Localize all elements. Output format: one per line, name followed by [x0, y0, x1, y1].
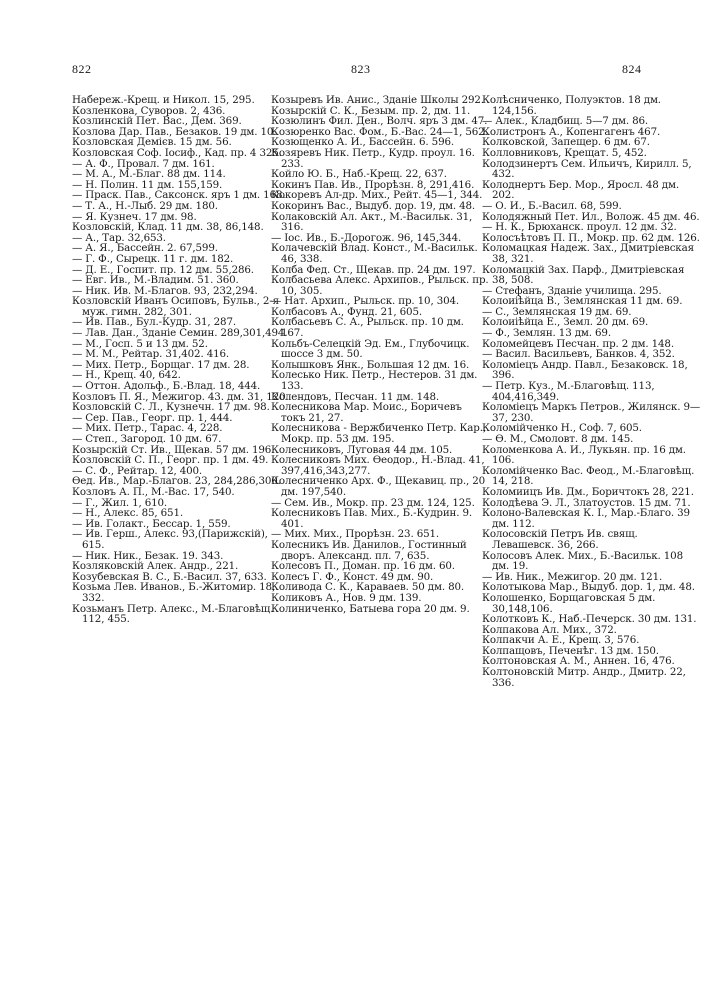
directory-entry: Коломійченко Н., Соф. 7, 605.	[482, 422, 642, 435]
directory-entry: Коломейцевъ Песчан. пр. 2 дм. 148.	[482, 337, 674, 350]
directory-entry: — Н., Крещ. 40, 642.	[72, 369, 181, 382]
directory-entry: Колбасьева Алекс. Архипов., Рыльск. пр. 10, 305.	[271, 274, 489, 297]
directory-entry: Козющенко А. И., Бассейн. 6. 596.	[271, 136, 455, 149]
directory-entry: Колтоновская А. М., Аннен. 16, 476.	[482, 655, 675, 668]
directory-entry: Колба Фед. Ст., Щекав. пр. 24 дм. 197.	[271, 263, 476, 276]
directory-entry: — Ив. Голакт., Бессар. 1, 559.	[72, 517, 231, 530]
directory-entry: — С. Ф., Рейтар. 12, 400.	[72, 464, 203, 477]
directory-entry: Коломиицъ Ив. Дм., Боричтокъ 28, 221.	[482, 485, 694, 498]
directory-entry: — Мих. Петр., Борщаг. 17 дм. 28.	[72, 358, 250, 371]
directory-entry: — Оттон. Адольф., Б.-Влад. 18, 444.	[72, 380, 261, 393]
directory-entry: Өед. Ив., Мар.-Благов. 23, 284,286,300.	[72, 475, 281, 488]
directory-entry: Колодзинертъ Сем. Ильичъ, Кирилл. 5, 432.	[482, 157, 692, 181]
directory-column-3	[482, 95, 700, 688]
directory-entry: — М., Госп. 5 и 13 дм. 52.	[72, 337, 208, 350]
directory-entry: Колендовъ, Песчан. 11 дм. 148.	[271, 390, 439, 403]
directory-entry: Козырскій С. К., Безым. пр. 2, дм. 11.	[271, 104, 471, 117]
directory-entry: — Г., Жил. 1, 610.	[72, 496, 168, 509]
directory-entry: — Мих. Петр., Тарас. 4, 228.	[72, 422, 223, 435]
directory-entry: Колпакчи А. Е., Крещ. 3, 576.	[482, 634, 640, 647]
directory-entry: Козловскій С. Л., Кузнечн. 17 дм. 98.	[72, 401, 270, 414]
directory-entry: — Мих. Мих., Прорѣзн. 23. 651.	[271, 528, 440, 541]
directory-entry: Колесниковъ, Луговая 44 дм. 105.	[271, 443, 453, 456]
directory-entry: Колодяжный Пет. Ил., Волож. 45 дм. 46.	[482, 210, 700, 223]
directory-entry: Козленкова, Суворов. 2, 436.	[72, 104, 226, 117]
directory-entry: Набереж.-Крещ. и Никол. 15, 295.	[72, 94, 255, 106]
directory-entry: Козлова Дар. Пав., Безаков. 19 дм. 10.	[72, 125, 277, 138]
directory-entry: — Петр. Куз., М.-Благовѣщ. 113, 404,416,349.	[482, 380, 655, 403]
directory-entry: Кокоревъ Ал-др. Мих., Рейт. 45—1, 344.	[271, 189, 483, 202]
directory-entry: Кокоринъ Вас., Выдуб. дор. 19, дм. 48.	[271, 199, 476, 212]
directory-entry: Козловская Демієв. 15 дм. 56.	[72, 136, 232, 149]
directory-entry: Коломацкая Надеж. Зах., Дмитріевская 38, 321.	[482, 242, 694, 265]
page-number-right: 824	[622, 62, 642, 76]
directory-entry: Колесъ Г. Ф., Конст. 49 дм. 90.	[271, 570, 434, 583]
directory-entry: Козловскій С. П., Георг. пр. 1 дм. 49.	[72, 454, 269, 467]
directory-entry: Колтоновскій Митр. Андр., Дмитр. 22, 336.	[482, 666, 686, 689]
directory-entry: Колесниченко Арх. Ф., Щекавиц. пр., 20 дм. 197,540.	[271, 475, 485, 498]
directory-entry: Колоно-Валевская К. І., Мар.-Благо. 39 дм. 112.	[482, 507, 690, 530]
directory-entry: Козляковскій Алек. Андр., 221.	[72, 560, 239, 573]
directory-entry: — Ив. Пав., Бул.-Кудр. 31, 287.	[72, 316, 236, 329]
directory-entry: — Ф., Землян. 13 дм. 69.	[482, 327, 611, 340]
directory-entry: Колесниковъ Мих. Өеодор., Н.-Влад. 41, 397,416,343,277.	[271, 454, 485, 477]
directory-entry: — Алек., Кладбищ. 5—7 дм. 86.	[482, 115, 649, 128]
directory-entry: Кокинъ Пав. Ив., Прорѣзн. 8, 291,416.	[271, 178, 475, 191]
directory-entry: Колковской, Запещер. 6 дм. 67.	[482, 136, 650, 149]
directory-entry: — Стефанъ, Зданіе училища. 295.	[482, 284, 662, 297]
directory-entry: — Праск. Пав., Саксонск. яръ 1 дм. 168.	[72, 189, 286, 202]
directory-entry: Козырскій Ст. Ив., Щекав. 57 дм. 196.	[72, 443, 275, 456]
directory-entry: Колотковъ К., Наб.-Печерск. 30 дм. 131.	[482, 613, 697, 626]
directory-entry: Коломіецъ Андр. Павл., Безаковск. 18, 396.	[482, 358, 688, 382]
directory-entry: — А. Ф., Провал. 7 дм. 161.	[72, 157, 215, 170]
directory-entry: — Т. А., Н.-Лыб. 29 дм. 180.	[72, 199, 218, 212]
directory-entry: — Степ., Загород. 10 дм. 67.	[72, 433, 222, 445]
directory-entry: — Д. Е., Госпит. пр. 12 дм. 55,286.	[72, 263, 254, 276]
directory-entry: — С., Землянская 19 дм. 69.	[482, 305, 632, 318]
directory-entry: Коливода С. К., Караваев. 50 дм. 80.	[271, 581, 464, 594]
directory-entry: — М. А., М.-Благ. 88 дм. 114.	[72, 168, 226, 181]
directory-entry: Колодѣева Э. Л., Златоустов. 15 дм. 71.	[482, 496, 691, 509]
directory-entry: Койло Ю. Б., Наб.-Крещ. 22, 637.	[271, 168, 447, 181]
directory-column-2	[271, 95, 489, 614]
directory-entry: Коломацкій Зах. Парф., Дмитріевская 38, 508.	[482, 263, 685, 287]
directory-entry: Колосовскій Петръ Ив. свящ. Левашевск. 36, 266.	[482, 528, 638, 551]
directory-entry: — Сем. Ив., Мокр. пр. 23 дм. 124, 125.	[271, 496, 475, 509]
directory-entry: Козыревъ Ив. Анис., Зданіе Школы 292.	[271, 94, 484, 106]
directory-entry: Колоиіѣйца В., Землянская 11 дм. 69.	[482, 295, 683, 308]
directory-entry: Козлинскій Пет. Вас., Дем. 369.	[72, 115, 242, 128]
directory-entry: Коликовъ А., Нов. 9 дм. 139.	[271, 591, 422, 604]
directory-entry: Колловниковъ, Крещат. 5, 452.	[482, 146, 647, 159]
directory-entry: Коломенкова А. И., Лукьян. пр. 16 дм. 106.	[482, 443, 686, 467]
directory-entry: — Лав. Дан., Зданіе Семин. 289,301,494.	[72, 327, 288, 340]
directory-entry: — Н. К., Брюханск. проул. 12 дм. 32.	[482, 221, 677, 234]
directory-entry: — М. М., Рейтар. 31,402. 416.	[72, 348, 230, 361]
directory-entry: Колпащовъ, Печенѣг. 13 дм. 150.	[482, 644, 659, 657]
directory-entry: — Н. Полин. 11 дм. 155,159.	[72, 178, 223, 191]
directory-entry: — Г. Ф., Сырецк. 11 г. дм. 182.	[72, 252, 234, 265]
directory-entry: Колышковъ Янк., Большая 12 дм. 16.	[271, 358, 470, 371]
directory-entry: Колоиіѣйца Е., Земл. 20 дм. 69.	[482, 316, 649, 329]
directory-entry: Колѣсниченко, Полуэктов. 18 дм. 124,156.	[482, 94, 661, 117]
directory-entry: Кольбъ-Селецкій Эд. Ем., Глубочицк. шоссе 3 дм. 50.	[271, 337, 470, 361]
directory-entry: — Н., Алекс. 85, 651.	[72, 507, 183, 520]
directory-entry: — Ив. Герш., Алекс. 93,(Парижскій), 615.	[72, 528, 268, 551]
directory-entry: Колиниченко, Батыева гора 20 дм. 9.	[271, 602, 470, 615]
directory-entry: Козловская Соф. Іосиф., Кад. пр. 4 325.	[72, 146, 282, 159]
directory-entry: Колбасовъ А., Фунд. 21, 605.	[271, 305, 422, 318]
directory-entry: Колбасьевъ С. А., Рыльск. пр. 10 дм. 167.	[271, 316, 464, 340]
directory-entry: Колесовъ П., Доман. пр. 16 дм. 60.	[271, 560, 455, 573]
directory-entry: Козяревъ Ник. Петр., Кудр. проул. 16. 233.	[271, 146, 475, 170]
directory-entry: Колоднертъ Бер. Мор., Яросл. 48 дм. 202.	[482, 178, 679, 202]
directory-entry: Козловскій Иванъ Осиповъ, Бульв., 2-я муж. гимн. 282, 301.	[72, 295, 279, 318]
directory-entry: Козловскій, Клад. 11 дм. 38, 86,148.	[72, 221, 264, 234]
directory-entry: Колесникова Мар. Моис., Боричевъ токъ 21, 27.	[271, 401, 462, 424]
directory-entry: Колосовъ Алек. Мих., Б.-Васильк. 108 дм. 19.	[482, 549, 683, 573]
directory-entry: Колотыкова Мар., Выдуб. дор. 1, дм. 48.	[482, 581, 695, 594]
directory-entry: — А. Я., Бассейн. 2. 67,599.	[72, 242, 218, 255]
page-number-center: 823	[351, 62, 371, 76]
directory-entry: Козьманъ Петр. Алекс., М.-Благовѣщ. 112, 455.	[72, 602, 274, 626]
directory-entry: Колаковскій Ал. Акт., М.-Васильк. 31, 316.	[271, 210, 473, 234]
directory-entry: — Я. Кузнеч. 17 дм. 98.	[72, 210, 197, 223]
directory-entry: Колосъѣтовъ П. П., Мокр. пр. 62 дм. 126.	[482, 231, 700, 244]
directory-entry: — Іос. Ив., Б.-Дорогож. 96, 145,344.	[271, 231, 462, 244]
page-number-left: 822	[72, 62, 92, 76]
directory-entry: Колесько Ник. Петр., Нестеров. 31 дм. 133.	[271, 369, 478, 393]
directory-entry: — Ө. М., Смоловт. 8 дм. 145.	[482, 433, 634, 445]
directory-entry: Колесникова - Вержбиченко Петр. Кар., Мокр. пр. 53 дм. 195.	[271, 422, 486, 445]
directory-entry: Колесникъ Ив. Данилов., Гостинный дворъ. Александ. пл. 7, 635.	[271, 538, 467, 562]
directory-entry: Колачевскій Влад. Конст., М.-Васильк. 46, 338.	[271, 242, 478, 265]
directory-entry: Колошенко, Борщаговская 5 дм. 30,148,106.	[482, 591, 656, 615]
directory-entry: Колесниковъ Пав. Мих., Б.-Кудрин. 9. 401.	[271, 507, 473, 530]
directory-entry: Козловъ П. Я., Межигор. 43. дм. 31, 120.	[72, 390, 289, 403]
directory-entry: — Ник. Ник., Безак. 19. 343.	[72, 549, 224, 562]
directory-entry: — Ник. Ив. М.-Благов. 93, 232,294.	[72, 284, 258, 297]
directory-entry: Козюренко Вас. Фом., Б.-Вас. 24—1, 562.	[271, 125, 488, 138]
directory-entry: — Нат. Архип., Рыльск. пр. 10, 304.	[271, 295, 460, 308]
directory-entry: — Васил. Васильевъ, Банков. 4, 352.	[482, 348, 675, 361]
directory-entry: — Сер. Пав., Георг. пр. 1, 444.	[72, 411, 233, 424]
directory-entry: Козубевская В. С., Б.-Васил. 37, 633.	[72, 570, 267, 583]
directory-entry: Колпакова Ал. Мих., 372.	[482, 623, 617, 636]
directory-entry: Козюлинъ Фил. Ден., Волч. яръ 3 дм. 47.	[271, 115, 488, 128]
directory-entry: — Ив. Ник., Межигор. 20 дм. 121.	[482, 570, 663, 583]
directory-entry: Колистронъ А., Копенгагенъ 467.	[482, 125, 661, 138]
directory-entry: Коломіецъ Маркъ Петров., Жилянск. 9—37, 230.	[482, 401, 700, 424]
directory-entry: Козьма Лев. Иванов., Б.-Житомир. 18, 332.	[72, 581, 276, 604]
directory-entry: — Евг. Ив., М.-Владим. 51. 360.	[72, 274, 239, 287]
directory-entry: — А., Тар. 32,653.	[72, 231, 166, 244]
directory-entry: Козловъ А. П., М.-Вас. 17, 540.	[72, 485, 235, 498]
directory-column-1	[72, 95, 290, 625]
directory-entry: Коломійченко Вас. Феод., М.-Благовѣщ. 14, 218.	[482, 464, 695, 488]
directory-entry: — О. И., Б.-Васил. 68, 599.	[482, 199, 622, 212]
